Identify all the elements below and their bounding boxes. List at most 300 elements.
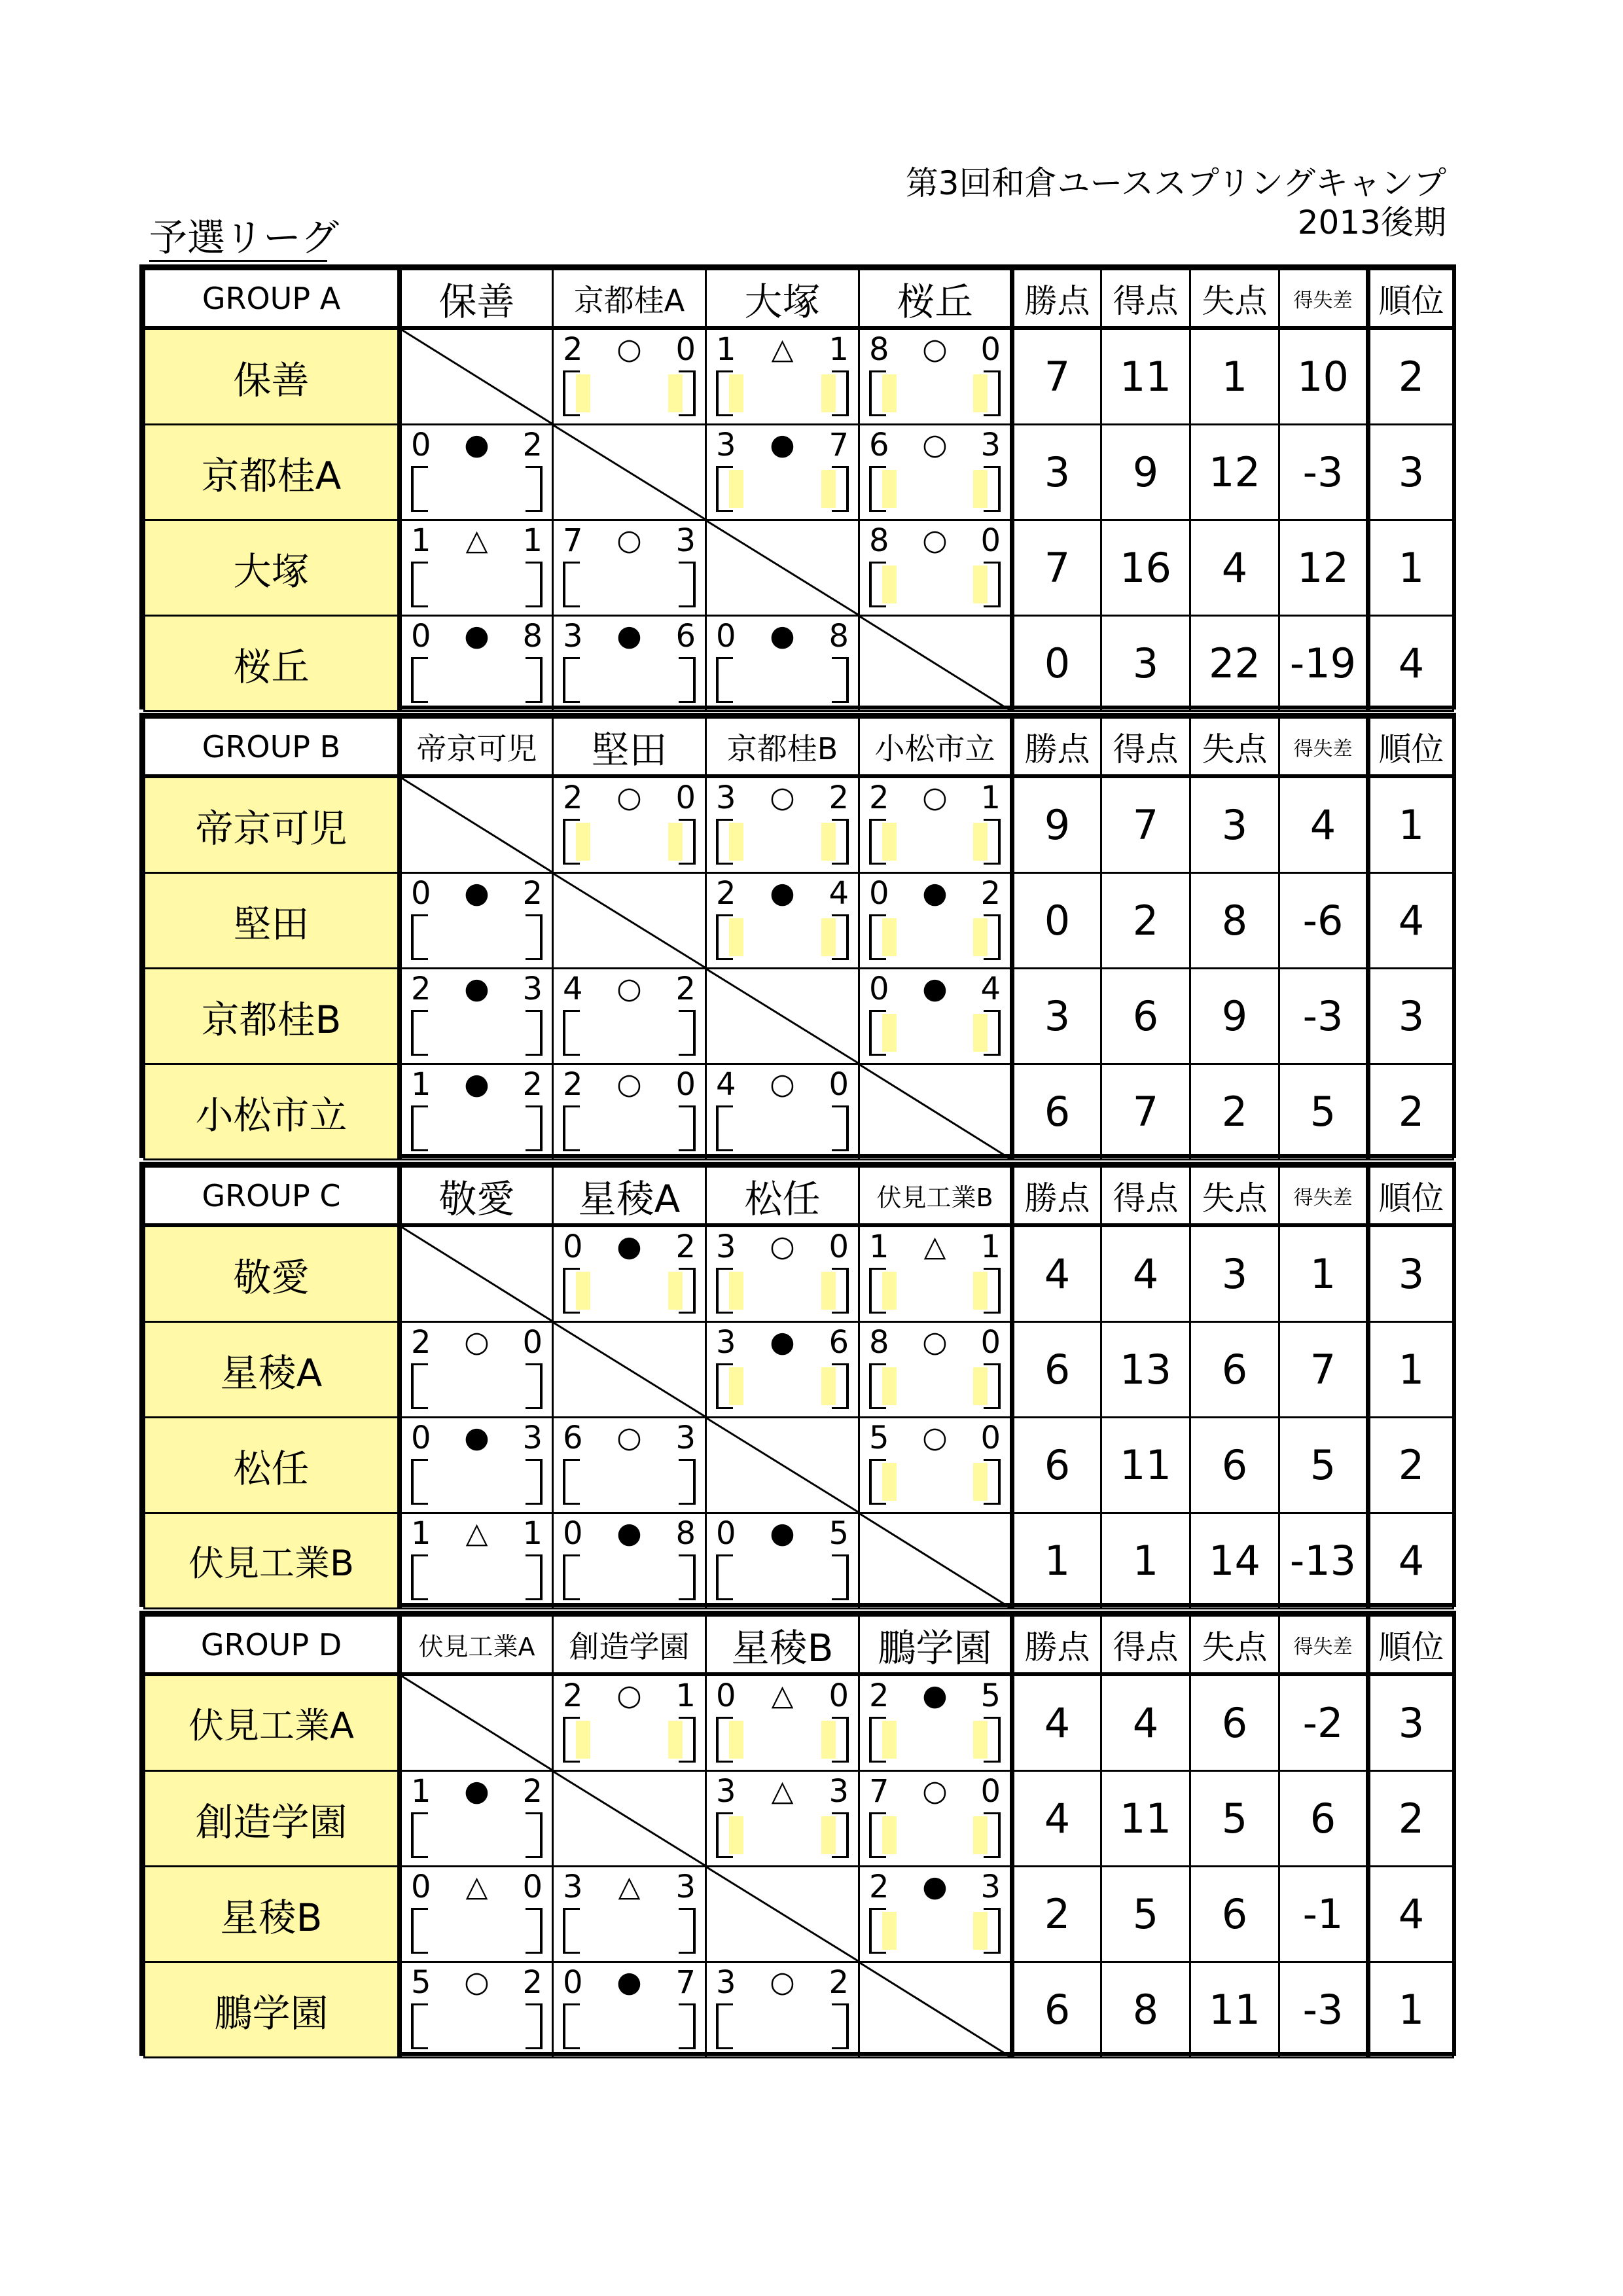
away-goals: 8	[522, 618, 543, 655]
bracket-left	[716, 657, 733, 703]
goals-against-value: 1	[1190, 328, 1279, 425]
score-line	[563, 1964, 696, 2001]
row-team-name: 伏見工業B	[145, 1513, 400, 1609]
goal-difference-value: 12	[1279, 520, 1368, 616]
diagonal-cell	[400, 328, 553, 425]
home-goals: 0	[411, 427, 431, 463]
score-line	[411, 971, 543, 1007]
match-result	[554, 1676, 705, 1770]
result-mark: △	[771, 1774, 794, 1808]
away-goals: 0	[675, 331, 696, 368]
goal-difference-value: -6	[1279, 873, 1368, 969]
rank-value: 4	[1368, 873, 1454, 969]
half-score-box	[973, 1816, 988, 1854]
diagonal-line	[860, 1514, 1010, 1607]
rank-value: 3	[1368, 1225, 1454, 1322]
column-team-header: 伏見工業A	[400, 1616, 553, 1675]
match-result	[402, 969, 552, 1063]
stat-header: 得点	[1101, 718, 1190, 777]
column-team-header: 星稜A	[553, 1167, 706, 1226]
column-team-header: 小松市立	[859, 718, 1012, 777]
result-mark: ○	[770, 781, 795, 814]
home-goals: 2	[563, 780, 583, 816]
score-line	[716, 1515, 849, 1552]
diagonal-cell	[859, 1513, 1012, 1609]
row-team-name: 鵬学園	[145, 1962, 400, 2058]
match-result-cell	[400, 1418, 553, 1513]
home-goals: 1	[411, 1066, 431, 1103]
match-result	[707, 617, 858, 710]
match-result-cell	[706, 776, 859, 873]
stat-header: 勝点	[1012, 1616, 1101, 1675]
away-goals: 1	[829, 331, 849, 368]
match-result-cell	[553, 328, 706, 425]
match-result-cell	[859, 1225, 1012, 1322]
rank-value: 1	[1368, 776, 1454, 873]
half-score-box	[973, 1272, 988, 1310]
diagonal-cell	[553, 1322, 706, 1418]
points-value: 2	[1012, 1867, 1101, 1962]
match-result	[860, 778, 1010, 872]
goals-for-value: 6	[1101, 969, 1190, 1064]
result-mark: ○	[616, 332, 642, 366]
score-line	[869, 522, 1001, 559]
home-goals: 0	[716, 1515, 736, 1552]
goals-against-value: 12	[1190, 425, 1279, 520]
score-line	[869, 971, 1001, 1007]
match-result-cell	[706, 425, 859, 520]
match-result	[402, 521, 552, 615]
standings-table	[143, 1615, 1454, 2058]
bracket-left	[411, 562, 428, 607]
result-mark: ●	[464, 619, 490, 653]
bracket-left	[563, 1459, 580, 1505]
away-goals: 0	[829, 1677, 849, 1714]
points-value: 0	[1012, 616, 1101, 711]
rank-value: 4	[1368, 616, 1454, 711]
group-table-b	[139, 713, 1456, 1158]
score-line	[411, 875, 543, 912]
bracket-right	[679, 1554, 696, 1600]
away-goals: 1	[980, 1229, 1001, 1265]
section-title: 予選リーグ	[149, 215, 339, 260]
away-goals: 2	[522, 1066, 543, 1103]
away-goals: 3	[675, 1869, 696, 1905]
away-goals: 4	[829, 875, 849, 912]
half-score-box	[821, 823, 836, 861]
bracket-left	[411, 1812, 428, 1858]
half-score-box	[973, 918, 988, 956]
score-line	[411, 618, 543, 655]
score-line	[869, 1420, 1001, 1456]
result-mark: △	[923, 1230, 946, 1263]
half-score-box	[973, 823, 988, 861]
half-score-box	[973, 1014, 988, 1052]
goals-against-value: 6	[1190, 1322, 1279, 1418]
away-goals: 2	[829, 780, 849, 816]
stat-header: 得点	[1101, 1616, 1190, 1675]
goal-difference-value: 7	[1279, 1322, 1368, 1418]
score-line	[563, 331, 696, 368]
bracket-right	[832, 1105, 849, 1151]
points-value: 4	[1012, 1771, 1101, 1867]
header-row	[145, 718, 1454, 777]
half-score-box	[729, 1721, 743, 1759]
team-row	[145, 969, 1454, 1064]
column-team-header: 帝京可児	[400, 718, 553, 777]
home-goals: 3	[716, 1324, 736, 1361]
match-result-cell	[553, 1867, 706, 1962]
away-goals: 5	[980, 1677, 1001, 1714]
goal-difference-value: -2	[1279, 1674, 1368, 1771]
rank-value: 4	[1368, 1867, 1454, 1962]
goals-for-value: 11	[1101, 328, 1190, 425]
stat-header: 失点	[1190, 1616, 1279, 1675]
goals-against-value: 6	[1190, 1418, 1279, 1513]
bracket-right	[526, 1010, 543, 1056]
match-result	[402, 425, 552, 519]
match-result-cell	[706, 1064, 859, 1160]
away-goals: 7	[829, 427, 849, 463]
half-score-box	[668, 374, 683, 412]
home-goals: 0	[869, 875, 889, 912]
diagonal-cell	[553, 1771, 706, 1867]
result-mark: △	[465, 524, 488, 557]
stat-header: 得点	[1101, 1167, 1190, 1226]
match-result-cell	[706, 1513, 859, 1609]
result-mark: △	[771, 1679, 794, 1712]
half-score-box	[729, 470, 743, 508]
away-goals: 3	[522, 971, 543, 1007]
diagonal-line	[402, 778, 552, 872]
document-title: 第3回和倉ユーススプリングキャンプ2013後期	[905, 164, 1446, 242]
half-score-box	[973, 565, 988, 603]
away-goals: 8	[675, 1515, 696, 1552]
result-mark: ●	[770, 619, 795, 653]
result-mark: ○	[922, 524, 948, 557]
diagonal-cell	[859, 1064, 1012, 1160]
result-mark: △	[771, 332, 794, 366]
score-line	[563, 1677, 696, 1714]
bracket-right	[526, 1459, 543, 1505]
result-mark: ●	[464, 428, 490, 461]
bracket-right	[526, 466, 543, 512]
half-score-box	[821, 1816, 836, 1854]
away-goals: 2	[522, 1964, 543, 2001]
goals-against-value: 6	[1190, 1674, 1279, 1771]
match-result	[707, 1065, 858, 1158]
match-result	[402, 1963, 552, 2056]
diagonal-cell	[706, 1418, 859, 1513]
goal-difference-value: 6	[1279, 1771, 1368, 1867]
home-goals: 8	[869, 331, 889, 368]
score-line	[563, 522, 696, 559]
points-value: 3	[1012, 425, 1101, 520]
rank-value: 2	[1368, 328, 1454, 425]
match-result	[402, 1867, 552, 1961]
result-mark: ●	[464, 876, 490, 910]
home-goals: 0	[411, 618, 431, 655]
score-line	[563, 1066, 696, 1103]
half-score-box	[729, 1367, 743, 1405]
away-goals: 0	[980, 1773, 1001, 1810]
half-score-box	[882, 823, 897, 861]
bracket-right	[679, 1010, 696, 1056]
goals-for-value: 4	[1101, 1674, 1190, 1771]
result-mark: ○	[770, 1230, 795, 1263]
team-row	[145, 1674, 1454, 1771]
half-score-box	[729, 1272, 743, 1310]
match-result	[860, 1227, 1010, 1321]
home-goals: 4	[716, 1066, 736, 1103]
bracket-left	[411, 1554, 428, 1600]
diagonal-line	[707, 1418, 858, 1512]
match-result-cell	[400, 1322, 553, 1418]
score-line	[716, 1964, 849, 2001]
score-line	[563, 618, 696, 655]
score-line	[563, 1420, 696, 1456]
home-goals: 3	[716, 780, 736, 816]
goals-against-value: 4	[1190, 520, 1279, 616]
stat-header: 勝点	[1012, 270, 1101, 329]
half-score-box	[973, 1912, 988, 1950]
row-team-name: 堅田	[145, 873, 400, 969]
score-line	[411, 522, 543, 559]
row-team-name: 敬愛	[145, 1225, 400, 1322]
score-line	[411, 1420, 543, 1456]
home-goals: 3	[716, 1964, 736, 2001]
bracket-left	[716, 2003, 733, 2049]
away-goals: 0	[980, 1420, 1001, 1456]
bracket-right	[526, 562, 543, 607]
match-result	[860, 1323, 1010, 1416]
away-goals: 0	[980, 1324, 1001, 1361]
column-team-header: 京都桂B	[706, 718, 859, 777]
half-score-box	[882, 1816, 897, 1854]
half-score-box	[973, 1463, 988, 1501]
goal-difference-value: -3	[1279, 1962, 1368, 2058]
half-score-box	[882, 1721, 897, 1759]
bracket-left	[411, 1363, 428, 1409]
bracket-left	[411, 657, 428, 703]
goal-difference-value: -19	[1279, 616, 1368, 711]
home-goals: 3	[716, 1229, 736, 1265]
away-goals: 3	[675, 1420, 696, 1456]
diagonal-line	[707, 521, 858, 615]
match-result-cell	[400, 1867, 553, 1962]
match-result-cell	[706, 873, 859, 969]
half-score-box	[882, 470, 897, 508]
goal-difference-value: -13	[1279, 1513, 1368, 1609]
goals-for-value: 11	[1101, 1771, 1190, 1867]
team-row	[145, 1064, 1454, 1160]
group-label: GROUP B	[145, 718, 400, 777]
half-score-box	[821, 918, 836, 956]
match-result-cell	[859, 1322, 1012, 1418]
score-line	[563, 971, 696, 1007]
rank-value: 1	[1368, 1322, 1454, 1418]
home-goals: 0	[411, 1869, 431, 1905]
bracket-right	[526, 1908, 543, 1954]
score-line	[563, 1515, 696, 1552]
goals-against-value: 9	[1190, 969, 1279, 1064]
score-line	[716, 1677, 849, 1714]
row-team-name: 帝京可児	[145, 776, 400, 873]
match-result-cell	[859, 520, 1012, 616]
diagonal-cell	[400, 1674, 553, 1771]
team-row	[145, 1867, 1454, 1962]
row-team-name: 星稜A	[145, 1322, 400, 1418]
bracket-left	[411, 2003, 428, 2049]
bracket-right	[526, 657, 543, 703]
group-label: GROUP A	[145, 270, 400, 329]
match-result	[707, 330, 858, 423]
row-team-name: 大塚	[145, 520, 400, 616]
match-result	[707, 1227, 858, 1321]
home-goals: 0	[563, 1964, 583, 2001]
bracket-right	[526, 1554, 543, 1600]
result-mark: ○	[922, 1421, 948, 1454]
header-row	[145, 1167, 1454, 1226]
column-team-header: 桜丘	[859, 270, 1012, 329]
goals-for-value: 1	[1101, 1513, 1190, 1609]
bracket-left	[563, 1554, 580, 1600]
half-score-box	[576, 1721, 590, 1759]
away-goals: 0	[829, 1066, 849, 1103]
match-result	[554, 617, 705, 710]
diagonal-line	[554, 874, 705, 967]
goal-difference-value: 5	[1279, 1418, 1368, 1513]
result-mark: ○	[616, 1679, 642, 1712]
match-result	[402, 1772, 552, 1865]
result-mark: ●	[616, 1965, 642, 1999]
match-result	[860, 425, 1010, 519]
away-goals: 6	[675, 618, 696, 655]
goals-for-value: 5	[1101, 1867, 1190, 1962]
match-result-cell	[859, 1771, 1012, 1867]
bracket-right	[679, 2003, 696, 2049]
match-result-cell	[553, 969, 706, 1064]
bracket-right	[679, 562, 696, 607]
away-goals: 2	[675, 1229, 696, 1265]
diagonal-line	[860, 1963, 1010, 2056]
half-score-box	[576, 374, 590, 412]
result-mark: △	[618, 1870, 641, 1903]
away-goals: 2	[522, 875, 543, 912]
stat-header: 得失差	[1279, 718, 1368, 777]
result-mark: ●	[922, 1679, 948, 1712]
result-mark: ○	[922, 1325, 948, 1359]
away-goals: 1	[675, 1677, 696, 1714]
bracket-left	[411, 1105, 428, 1151]
score-line	[563, 1229, 696, 1265]
bracket-left	[563, 1010, 580, 1056]
team-row	[145, 1771, 1454, 1867]
group-table-d	[139, 1611, 1456, 2056]
rank-value: 2	[1368, 1064, 1454, 1160]
away-goals: 2	[829, 1964, 849, 2001]
stat-header: 順位	[1368, 718, 1454, 777]
header-row	[145, 1616, 1454, 1675]
bracket-right	[679, 1105, 696, 1151]
home-goals: 3	[563, 1869, 583, 1905]
match-result-cell	[553, 1418, 706, 1513]
diagonal-cell	[400, 1225, 553, 1322]
diagonal-cell	[859, 616, 1012, 711]
standings-table	[143, 717, 1454, 1160]
bracket-left	[563, 1105, 580, 1151]
half-score-box	[729, 1816, 743, 1854]
rank-value: 3	[1368, 1674, 1454, 1771]
points-value: 4	[1012, 1225, 1101, 1322]
match-result-cell	[706, 1674, 859, 1771]
score-line	[411, 1324, 543, 1361]
diagonal-line	[402, 330, 552, 423]
bracket-right	[679, 657, 696, 703]
goals-for-value: 9	[1101, 425, 1190, 520]
match-result-cell	[400, 1513, 553, 1609]
diagonal-line	[707, 1867, 858, 1961]
match-result	[707, 1514, 858, 1607]
half-score-box	[576, 823, 590, 861]
stat-header: 勝点	[1012, 1167, 1101, 1226]
row-team-name: 桜丘	[145, 616, 400, 711]
match-result-cell	[859, 1418, 1012, 1513]
home-goals: 7	[869, 1773, 889, 1810]
points-value: 6	[1012, 1322, 1101, 1418]
score-line	[869, 1324, 1001, 1361]
match-result-cell	[400, 616, 553, 711]
row-team-name: 保善	[145, 328, 400, 425]
home-goals: 2	[869, 780, 889, 816]
goal-difference-value: -1	[1279, 1867, 1368, 1962]
stat-header: 得点	[1101, 270, 1190, 329]
away-goals: 3	[675, 522, 696, 559]
bracket-left	[716, 1105, 733, 1151]
result-mark: ●	[616, 1230, 642, 1263]
match-result	[707, 874, 858, 967]
stat-header: 得失差	[1279, 1616, 1368, 1675]
standings-table	[143, 268, 1454, 712]
points-value: 6	[1012, 1064, 1101, 1160]
result-mark: ●	[464, 972, 490, 1005]
rank-value: 1	[1368, 1962, 1454, 2058]
goal-difference-value: 1	[1279, 1225, 1368, 1322]
half-score-box	[882, 565, 897, 603]
half-score-box	[668, 1272, 683, 1310]
away-goals: 3	[980, 1869, 1001, 1905]
stat-header: 勝点	[1012, 718, 1101, 777]
goal-difference-value: 5	[1279, 1064, 1368, 1160]
stat-header: 順位	[1368, 1616, 1454, 1675]
home-goals: 2	[869, 1677, 889, 1714]
column-team-header: 敬愛	[400, 1167, 553, 1226]
match-result	[554, 778, 705, 872]
row-team-name: 松任	[145, 1418, 400, 1513]
home-goals: 6	[563, 1420, 583, 1456]
match-result	[402, 1514, 552, 1607]
half-score-box	[882, 1912, 897, 1950]
home-goals: 0	[563, 1229, 583, 1265]
result-mark: ○	[616, 524, 642, 557]
match-result-cell	[859, 425, 1012, 520]
half-score-box	[882, 374, 897, 412]
score-line	[716, 427, 849, 463]
goal-difference-value: 4	[1279, 776, 1368, 873]
match-result	[860, 521, 1010, 615]
score-line	[411, 427, 543, 463]
match-result	[707, 1676, 858, 1770]
